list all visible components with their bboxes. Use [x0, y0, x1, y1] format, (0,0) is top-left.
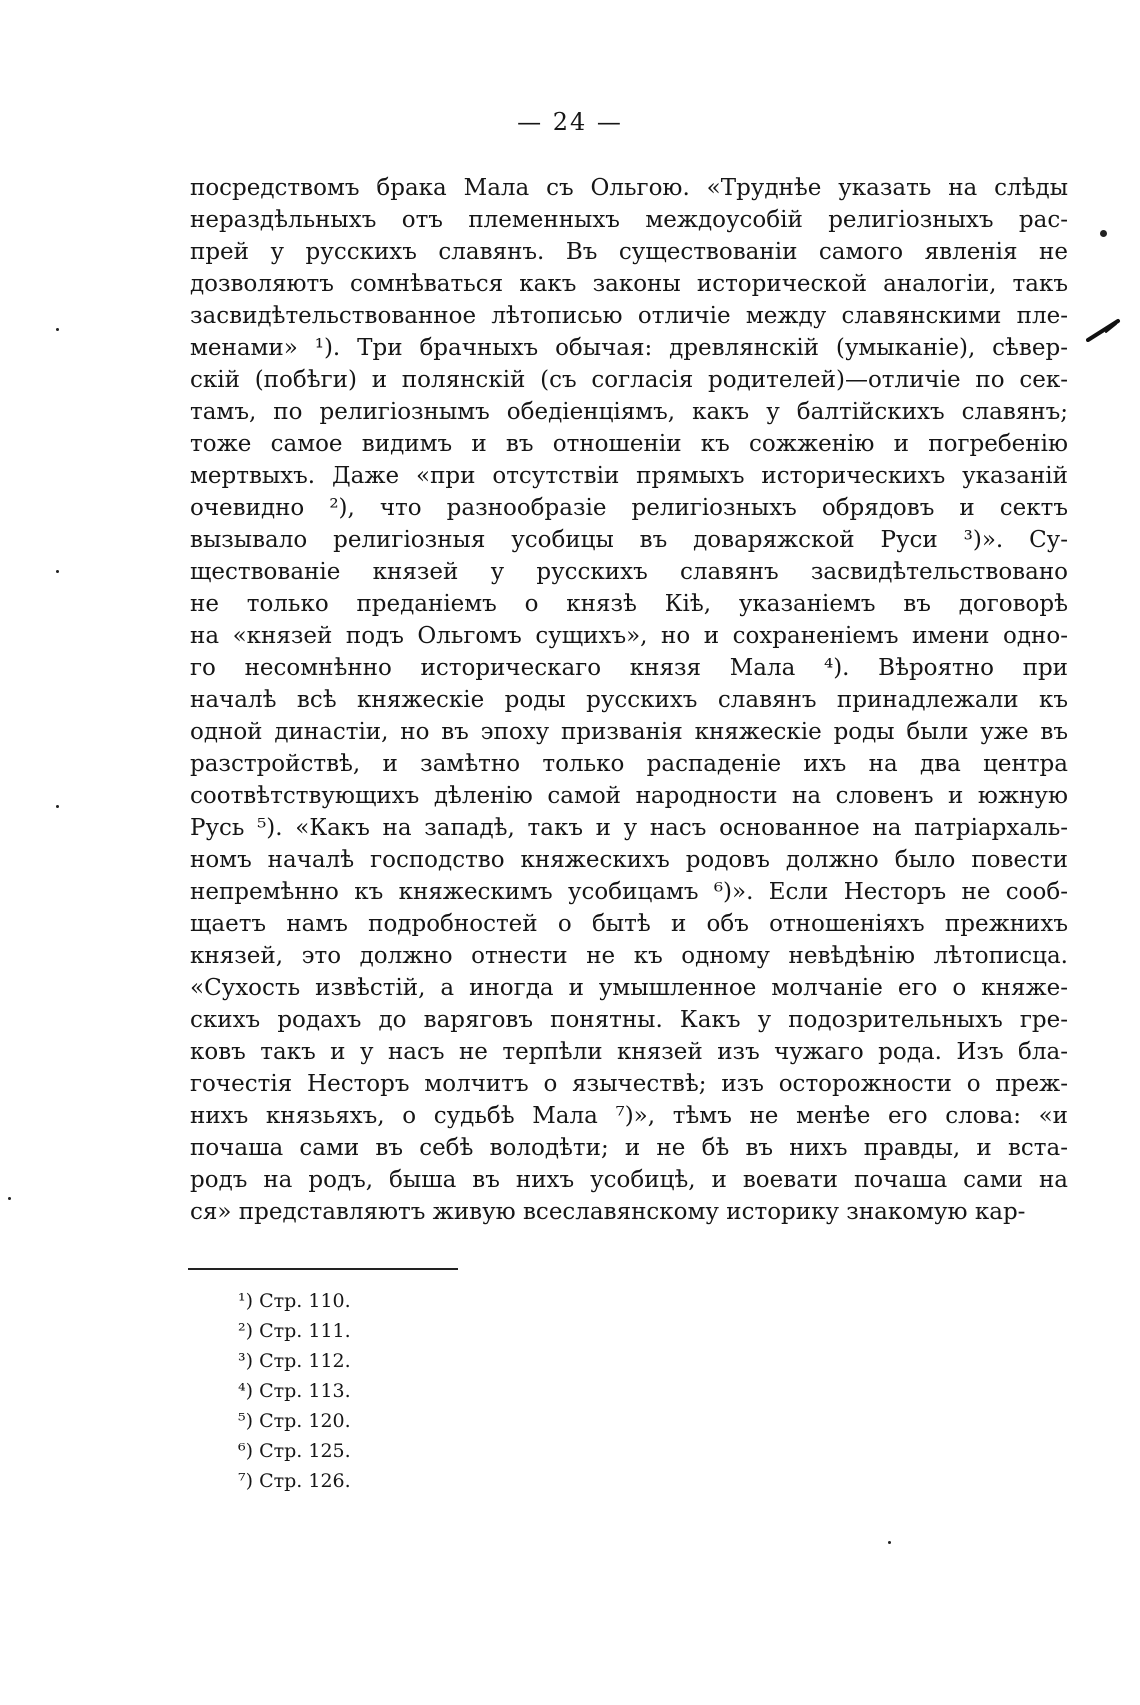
- text-line: тамъ, по религіознымъ обедіенціямъ, какъ у балтійскихъ славянъ;: [190, 399, 1068, 425]
- footnote: ⁶) Стр. 125.: [238, 1440, 351, 1462]
- margin-speck: [56, 570, 59, 573]
- footnote-divider: [188, 1268, 458, 1270]
- text-line: номъ началѣ господство княжескихъ родовъ должно было повести: [190, 847, 1068, 873]
- margin-speck: [56, 328, 59, 331]
- text-line: менами» ¹). Три брачныхъ обычая: древлянскій (умыканіе), сѣвер-: [190, 335, 1068, 361]
- margin-speck: [56, 805, 59, 808]
- text-line: «Сухость извѣстій, а иногда и умышленное молчаніе его о княже-: [190, 975, 1068, 1001]
- margin-speck: [8, 1197, 11, 1200]
- text-line: засвидѣтельствованное лѣтописью отличіе между славянскими пле-: [190, 303, 1068, 329]
- text-line: очевидно ²), что разнообразіе религіозныхъ обрядовъ и сектъ: [190, 495, 1068, 521]
- pen-mark-icon: [1086, 318, 1122, 342]
- text-line: прей у русскихъ славянъ. Въ существованіи самого явленія не: [190, 239, 1068, 265]
- text-line: ковъ такъ и у насъ не терпѣли князей изъ чужаго рода. Изъ бла-: [190, 1039, 1068, 1065]
- page-number: — 24 —: [517, 108, 623, 136]
- body-text: [190, 172, 1068, 1228]
- footnote: ¹) Стр. 110.: [238, 1290, 351, 1312]
- text-line: Русь ⁵). «Какъ на западѣ, такъ и у насъ основанное на патріархаль-: [190, 815, 1068, 841]
- footnote: ⁵) Стр. 120.: [238, 1410, 351, 1432]
- text-line: одной династіи, но въ эпоху призванія княжескіе роды были уже въ: [190, 719, 1068, 745]
- footnote: ⁴) Стр. 113.: [238, 1380, 351, 1402]
- margin-speck: [888, 1541, 891, 1544]
- footnote: ²) Стр. 111.: [238, 1320, 351, 1342]
- text-line: почаша сами въ себѣ володѣти; и не бѣ въ нихъ правды, и вста-: [190, 1135, 1068, 1161]
- text-line: на «князей подъ Ольгомъ сущихъ», но и сохраненіемъ имени одно-: [190, 623, 1068, 649]
- text-line: го несомнѣнно историческаго князя Мала ⁴). Вѣроятно при: [190, 655, 1068, 681]
- text-line: дозволяютъ сомнѣваться какъ законы исторической аналогіи, такъ: [190, 271, 1068, 297]
- text-line: мертвыхъ. Даже «при отсутствіи прямыхъ историческихъ указаній: [190, 463, 1068, 489]
- footnotes: [238, 1286, 351, 1496]
- text-line: посредствомъ брака Мала съ Ольгою. «Труднѣе указать на слѣды: [190, 175, 1068, 201]
- text-line: нераздѣльныхъ отъ племенныхъ междоусобій религіозныхъ рас-: [190, 207, 1068, 233]
- text-line: гочестія Несторъ молчитъ о язычествѣ; изъ осторожности о преж-: [190, 1071, 1068, 1097]
- text-line: вызывало религіозныя усобицы въ доваряжской Руси ³)». Су-: [190, 527, 1068, 553]
- text-line: разстройствѣ, и замѣтно только распаденіе ихъ на два центра: [190, 751, 1068, 777]
- text-line: соотвѣтствующихъ дѣленію самой народности на словенъ и южную: [190, 783, 1068, 809]
- text-line: началѣ всѣ княжескіе роды русскихъ славянъ принадлежали къ: [190, 687, 1068, 713]
- text-line: тоже самое видимъ и въ отношеніи къ сожженію и погребенію: [190, 431, 1068, 457]
- text-line: скихъ родахъ до варяговъ понятны. Какъ у подозрительныхъ гре-: [190, 1007, 1068, 1033]
- text-line: ся» представляютъ живую всеславянскому историку знакомую кар-: [190, 1199, 1026, 1225]
- text-line: нихъ князьяхъ, о судьбѣ Мала ⁷)», тѣмъ не менѣе его слова: «и: [190, 1103, 1068, 1129]
- text-line: щаетъ намъ подробностей о бытѣ и объ отношеніяхъ прежнихъ: [190, 911, 1068, 937]
- margin-speck: [1100, 230, 1107, 237]
- text-line: скій (побѣги) и полянскій (съ согласія родителей)—отличіе по сек-: [190, 367, 1068, 393]
- text-line: непремѣнно къ княжескимъ усобицамъ ⁶)». Если Несторъ не сооб-: [190, 879, 1068, 905]
- text-line: князей, это должно отнести не къ одному невѣдѣнію лѣтописца.: [190, 943, 1068, 969]
- footnote: ⁷) Стр. 126.: [238, 1470, 351, 1492]
- footnote: ³) Стр. 112.: [238, 1350, 351, 1372]
- text-line: ществованіе князей у русскихъ славянъ засвидѣтельствовано: [190, 559, 1068, 585]
- text-line: не только преданіемъ о князѣ Кіѣ, указаніемъ въ договорѣ: [190, 591, 1068, 617]
- text-line: родъ на родъ, быша въ нихъ усобицѣ, и воевати почаша сами на: [190, 1167, 1068, 1193]
